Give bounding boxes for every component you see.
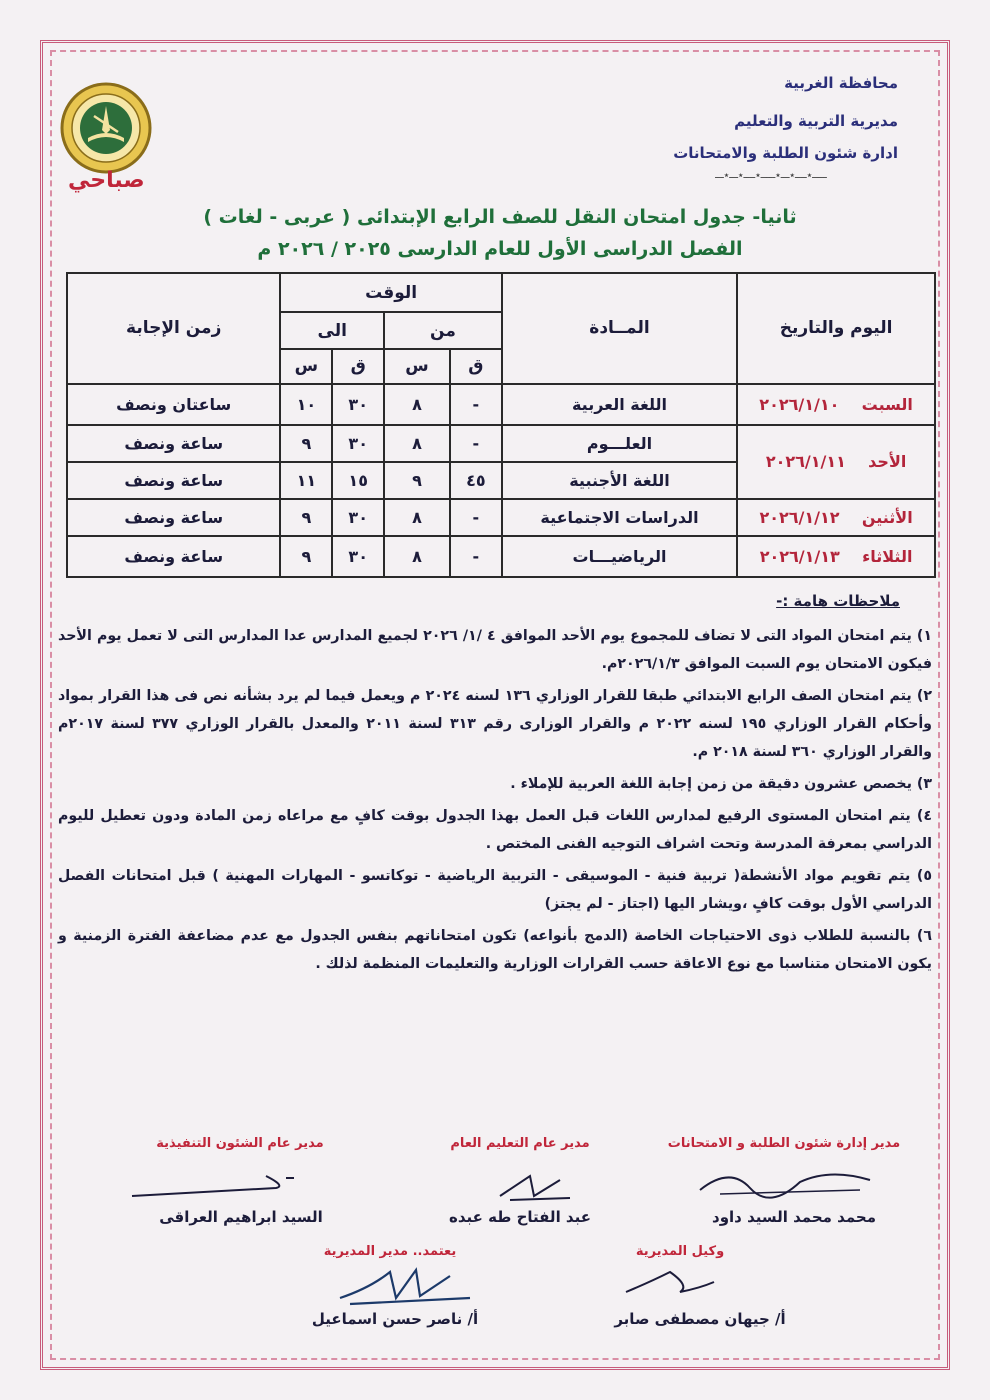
to-hour-cell: ٩ [280, 499, 332, 536]
note-item: ٦) بالنسبة للطلاب ذوى الاحتياجات الخاصة (الدمج بأنواعه) تكون امتحاناتهم بنفس الجدول مع عدم مضاعفة الفترة الزمنية و يكون الامتحان متناسبا مع نوع الاعاقة حسب القرارات الوزارية والتعليمات المنظمة لذلك . [58, 928, 932, 972]
to-hour-cell: ٩ [280, 536, 332, 577]
table-row [67, 425, 935, 462]
ministry-logo-icon [58, 80, 154, 176]
notes-list [58, 622, 932, 982]
signature-mark-icon [126, 1166, 306, 1206]
header-time: الوقت [280, 273, 501, 312]
note-item: ٤) يتم امتحان المستوى الرفيع لمدارس اللغات قبل العمل بهذا الجدول بوقت كافٍ مع مراعاه زمن المادة ودون تعطيل لليوم الدراسي بمعرفة المدرسة وتحت اشراف التوجيه الفنى المختص . [58, 808, 932, 852]
duration-cell: ساعتان ونصف [67, 384, 280, 425]
table-row [67, 384, 935, 425]
table-row [67, 536, 935, 577]
from-minute-cell: ٤٥ [450, 462, 502, 499]
logo-caption: صباحي [68, 168, 145, 193]
header-ornament: ـــــ٭ــــ٭ـــ٭ـــــ٭ــــ٭ـــ٭ـــ [715, 170, 827, 181]
subject-cell: الرياضيـــات [502, 536, 737, 577]
schedule-subtitle: الفصل الدراسى الأول للعام الدارسى ٢٠٢٥ / ٢٠٢٦ م [257, 238, 743, 260]
from-hour-cell: ٩ [384, 462, 450, 499]
from-hour-cell: ٨ [384, 499, 450, 536]
signature-role-deputy: وكيل المديرية [635, 1244, 725, 1259]
notes-title: ملاحظات هامة :- [776, 592, 900, 610]
signature-role-general-education: مدير عام التعليم العام [450, 1136, 590, 1151]
signature-role-executive-affairs: مدير عام الشئون التنفيذية [156, 1136, 324, 1151]
schedule-title: ثانيا- جدول امتحان النقل للصف الرابع الإبتدائى ( عربى - لغات ) [203, 206, 797, 228]
duration-cell: ساعة ونصف [67, 499, 280, 536]
note-item: ٣) يخصص عشرون دقيقة من زمن إجابة اللغة العربية للإملاء . [510, 776, 932, 792]
department-label: ادارة شئون الطلبة والامتحانات [673, 144, 898, 162]
signature-name-director: أ/ ناصر حسن اسماعيل [311, 1310, 479, 1328]
to-hour-cell: ١١ [280, 462, 332, 499]
signature-name-deputy: أ/ جيهان مصطفى صابر [614, 1310, 786, 1328]
note-item: ٢) يتم امتحان الصف الرابع الابتدائي طبقا للقرار الوزاري ١٣٦ لسنه ٢٠٢٤ م ويعمل فيما لم يرد بشأنه نص فى هذا القرار بمواد وأحكام القرار الوزاري ١٩٥ لسنه ٢٠٢٢ م والقرار الوزارى رقم ٣١٣ لسنة ٢٠١١ والمعدل بالقرار الوزاري ٣٧٧ لسنة ٢٠١٧م والقرار الوزاري ٣٦٠ لسنة ٢٠١٨ م. [58, 688, 933, 760]
header-subject: المــادة [502, 273, 737, 384]
governorate-label: محافظة الغربية [784, 74, 898, 92]
directorate-label: مديرية التربية والتعليم [734, 112, 898, 130]
signature-name-general-education: عبد الفتاح طه عبده [449, 1208, 591, 1226]
table-row [67, 499, 935, 536]
header-duration: زمن الإجابة [67, 273, 280, 384]
signature-mark-icon [490, 1166, 580, 1206]
signature-name-executive-affairs: السيد ابراهيم العراقى [159, 1208, 323, 1226]
to-minute-cell: ٣٠ [332, 536, 384, 577]
from-hour-cell: ٨ [384, 425, 450, 462]
signature-mark-icon [330, 1258, 480, 1312]
signature-name-students-affairs: محمد محمد السيد داود [712, 1208, 876, 1226]
day-date-cell: الثلاثاء ٢٠٢٦/١/١٣ [737, 536, 935, 577]
subject-cell: العلـــوم [502, 425, 737, 462]
duration-cell: ساعة ونصف [67, 462, 280, 499]
day-date-cell: الأحد ٢٠٢٦/١/١١ [737, 425, 935, 499]
signature-mark-icon [620, 1262, 720, 1302]
from-minute-cell: - [450, 384, 502, 425]
header-day-date: اليوم والتاريخ [737, 273, 935, 384]
header-to-minute: ق [332, 349, 384, 384]
from-hour-cell: ٨ [384, 536, 450, 577]
header-to-hour: س [280, 349, 332, 384]
day-date-cell: الأثنين ٢٠٢٦/١/١٢ [737, 499, 935, 536]
to-minute-cell: ٣٠ [332, 425, 384, 462]
subject-cell: الدراسات الاجتماعية [502, 499, 737, 536]
from-minute-cell: - [450, 536, 502, 577]
header-from: من [384, 312, 502, 349]
duration-cell: ساعة ونصف [67, 536, 280, 577]
header-to: الى [280, 312, 384, 349]
signature-role-students-affairs: مدير إدارة شئون الطلبة و الامتحانات [667, 1136, 901, 1151]
signature-mark-icon [690, 1160, 880, 1202]
to-hour-cell: ٩ [280, 425, 332, 462]
to-minute-cell: ٣٠ [332, 499, 384, 536]
note-item: ١) يتم امتحان المواد التى لا تضاف للمجموع يوم الأحد الموافق ٤ /١/ ٢٠٢٦ لجميع المدارس عدا المدارس التى لا تعمل يوم الأحد فيكون الامتحان يوم السبت الموافق ٢٠٢٦/١/٣م. [58, 628, 933, 672]
subject-cell: اللغة الأجنبية [502, 462, 737, 499]
day-date-cell: السبت ٢٠٢٦/١/١٠ [737, 384, 935, 425]
subject-cell: اللغة العربية [502, 384, 737, 425]
note-item: ٥) يتم تقويم مواد الأنشطة( تربية فنية - الموسيقى - التربية الرياضية - توكاتسو - المهارات المهنية ) قبل امتحانات الفصل الدراسي الأول بوقت كافٍ ،ويشار اليها (اجتاز - لم يجتز) [58, 868, 932, 912]
to-minute-cell: ٣٠ [332, 384, 384, 425]
from-hour-cell: ٨ [384, 384, 450, 425]
duration-cell: ساعة ونصف [67, 425, 280, 462]
exam-schedule-table [66, 272, 936, 578]
header-from-hour: س [384, 349, 450, 384]
signature-role-director: يعتمد.. مدير المديرية [323, 1244, 457, 1259]
from-minute-cell: - [450, 499, 502, 536]
to-minute-cell: ١٥ [332, 462, 384, 499]
from-minute-cell: - [450, 425, 502, 462]
to-hour-cell: ١٠ [280, 384, 332, 425]
header-from-minute: ق [450, 349, 502, 384]
